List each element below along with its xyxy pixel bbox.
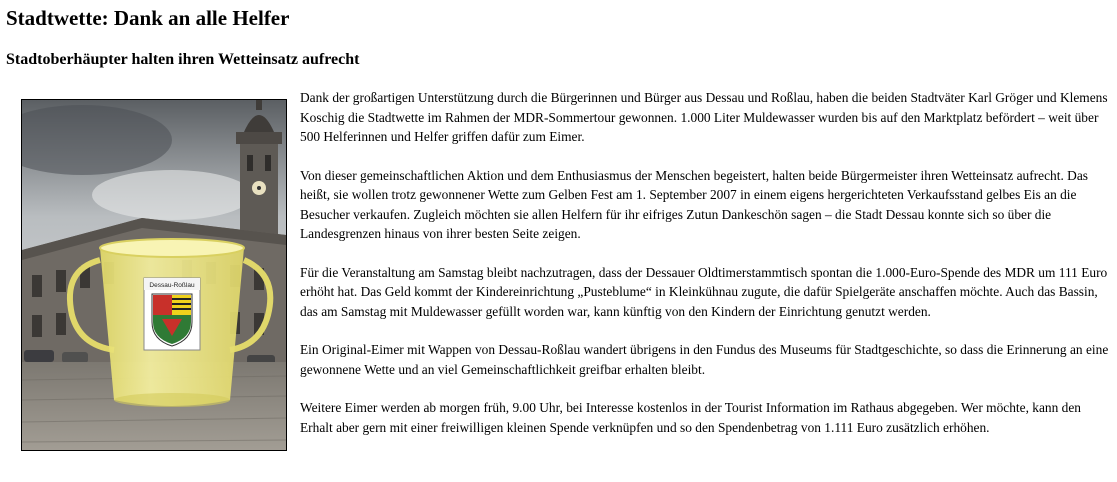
- bucket-photo: [21, 99, 287, 451]
- article-paragraph: Dank der großartigen Unterstützung durch die Bürgerinnen und Bürger aus Dessau und Roßlau, haben die beiden Stadtväter Karl Gröger und Klemens Koschig die Stadtwette im Rahmen der MDR-Sommertour gewonnen. 1.000 Liter Muldewasser wurden bis auf den Marktplatz befördert – weit über 500 Helferinnen und Helfer griffen dafür zum Eimer.: [300, 90, 1108, 144]
- article-paragraph: Weitere Eimer werden ab morgen früh, 9.00 Uhr, bei Interesse kostenlos in der Tourist Information im Rathaus abgegeben. Wer möchte, kann den Erhalt aber gern mit einer freiwilligen kleinen Spende verknüpfen und so den Spendenbetrag von 1.111 Euro zusätzlich erhöhen.: [300, 400, 1081, 435]
- article-body: [300, 88, 1114, 456]
- article-headline: Stadtwette: Dank an alle Helfer: [6, 6, 290, 30]
- article-paragraph: Von dieser gemeinschaftlichen Aktion und dem Enthusiasmus der Menschen begeistert, halten beide Bürgermeister ihren Wetteinsatz aufrecht. Das heißt, sie wollen trotz gewonnener Wette zum Gelben Fest am 1. September 2007 in einem eigens hergerichteten Verkaufsstand gelbes Eis an die Besucher verkaufen. Zugleich möchten sie allen Helfern für ihr eifriges Zutun Dankeschön sagen – die Stadt Dessau konnte sich so über die Landesgrenzen hinaus von ihrer besten Seite zeigen.: [300, 167, 1088, 241]
- article-subheadline: Stadtoberhäupter halten ihren Wetteinsatz aufrecht: [6, 51, 360, 68]
- bucket-label: Dessau-Roßlau: [149, 282, 195, 289]
- article-paragraph: Für die Veranstaltung am Samstag bleibt nachzutragen, dass der Dessauer Oldtimerstammtisch spontan die 1.000-Euro-Spende des MDR um 111 Euro erhöht hat. Das Geld kommt der Kindereinrichtung „Pusteblume“ in Kleinkühnau zugute, die dafür Spielgeräte anschaffen möchte. Auch das Bassin, das am Samstag mit Muldewasser gefüllt worden war, kann künftig von den Kindern der Einrichtung genutzt werden.: [300, 264, 1108, 319]
- article-paragraph: Ein Original-Eimer mit Wappen von Dessau-Roßlau wandert übrigens in den Fundus des Museums für Stadtgeschichte, so dass die Erinnerung an eine gewonnene Wette und an viel Gemeinschaftlichkeit greifbar erhalten bleibt.: [300, 342, 1109, 377]
